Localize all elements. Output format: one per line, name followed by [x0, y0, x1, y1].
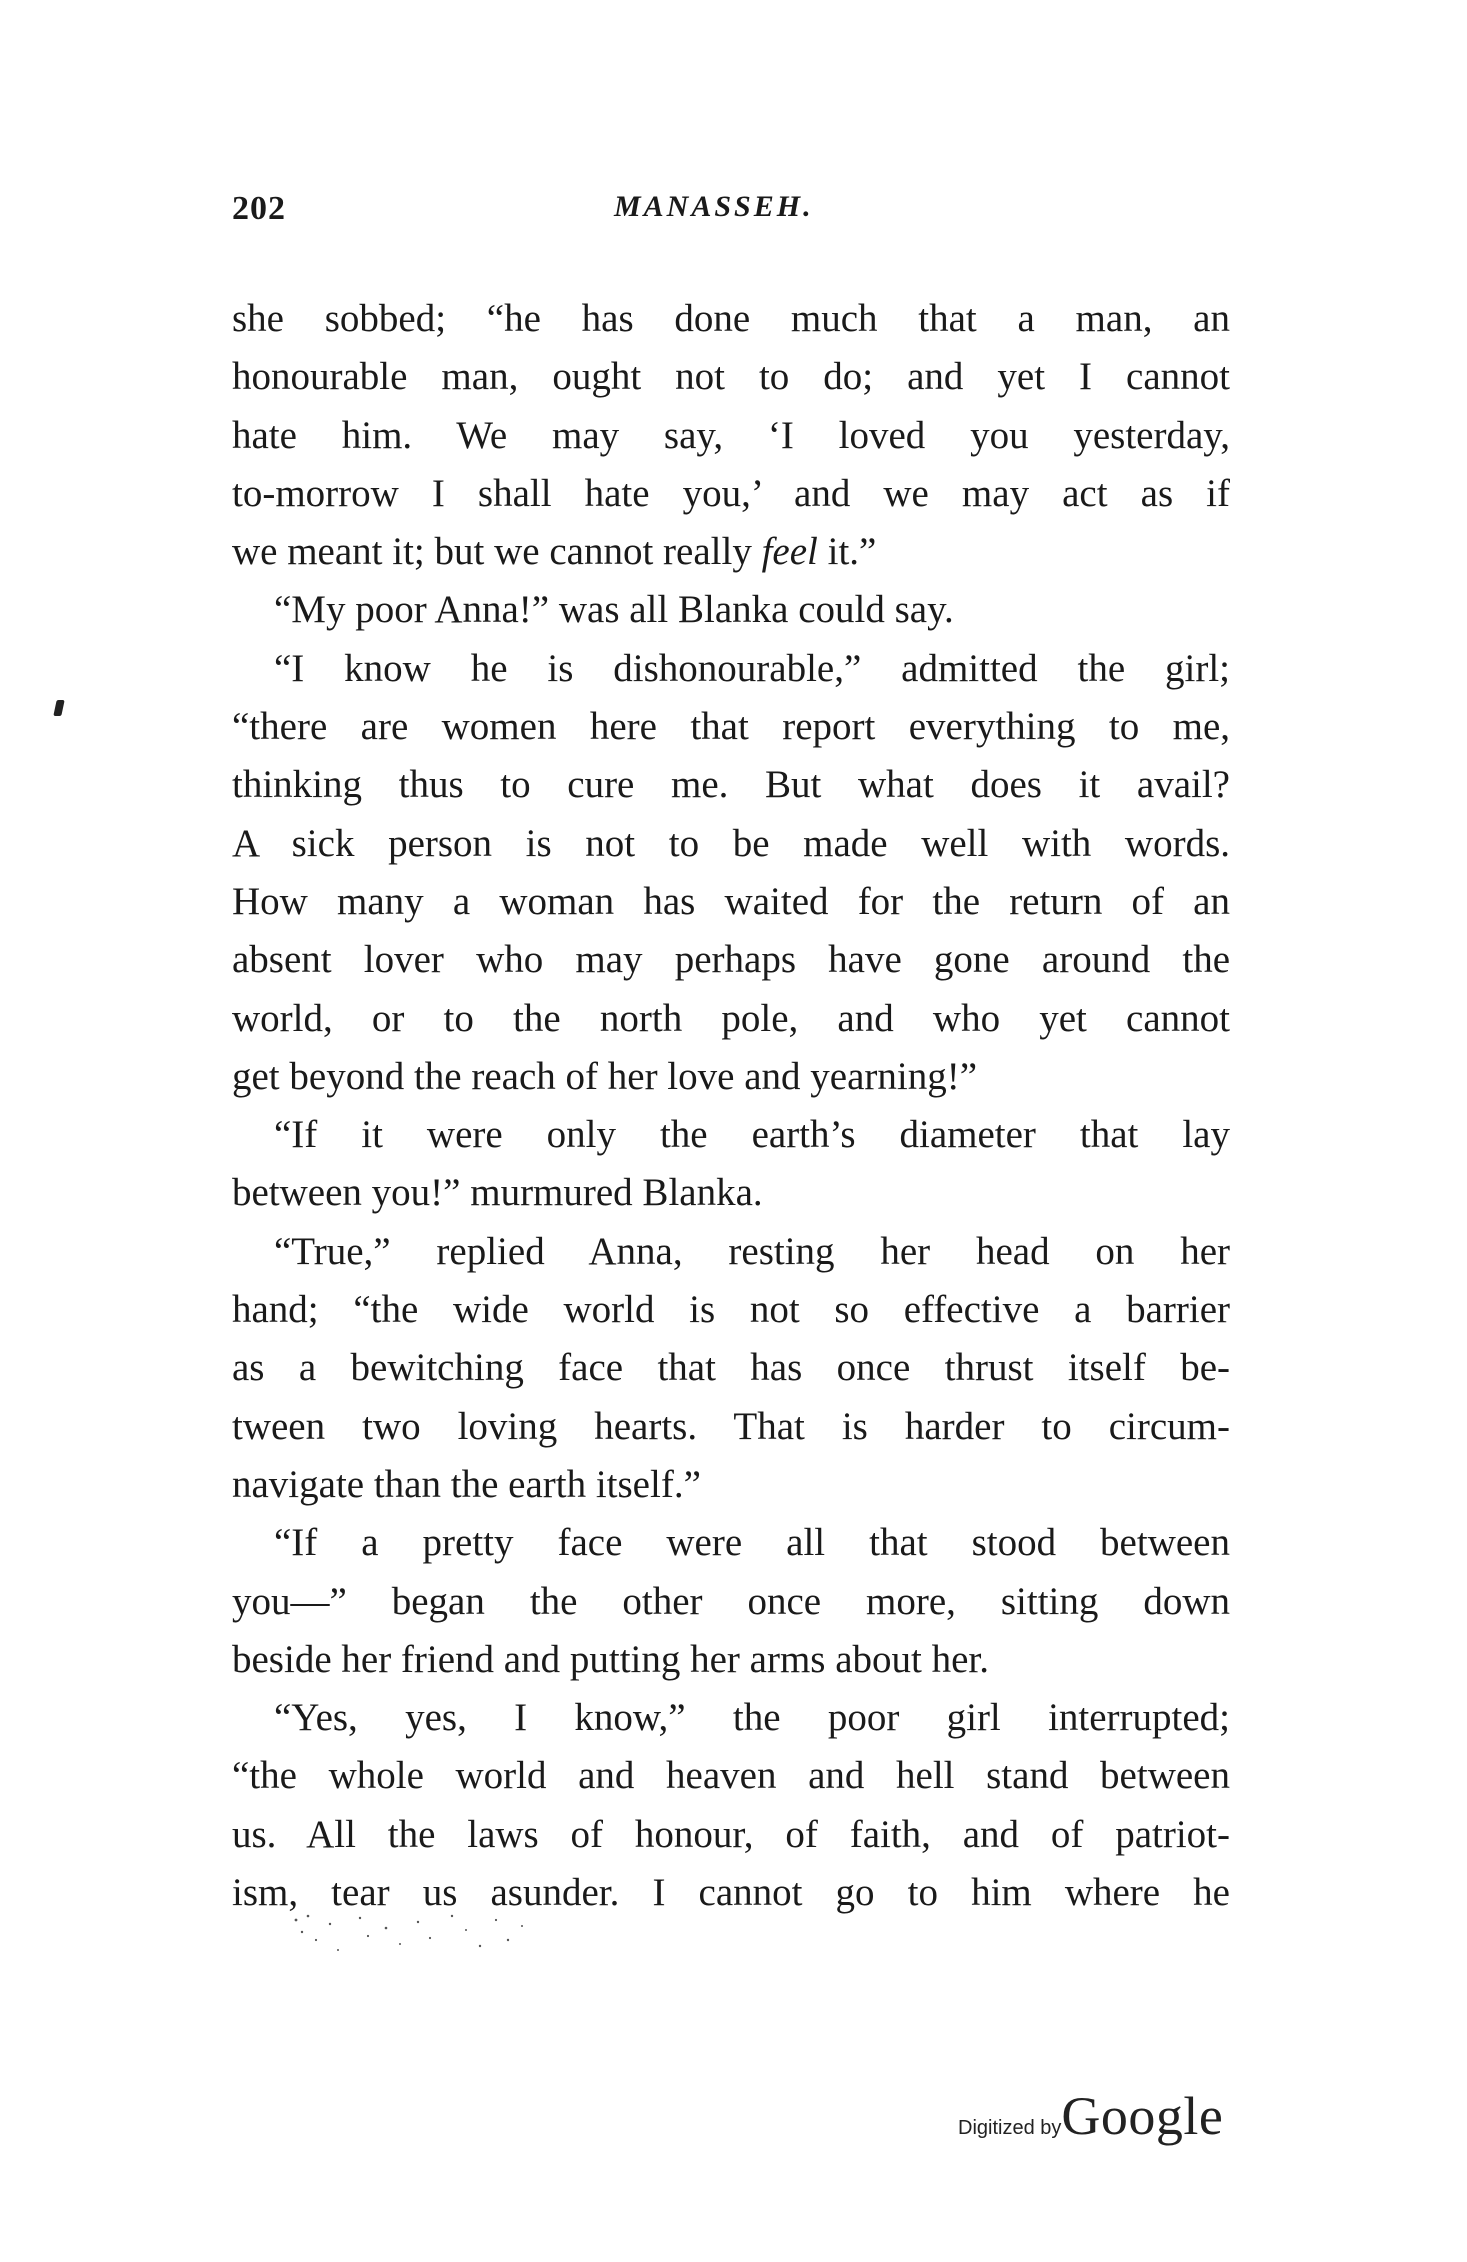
text-line: “If a pretty face were all that stood between — [274, 1521, 1230, 1565]
text-line: A sick person is not to be made well with words. — [232, 821, 1230, 865]
text-line: “the whole world and heaven and hell stand between — [232, 1754, 1230, 1798]
digitized-by-watermark — [958, 2085, 1223, 2147]
text-line: ism, tear us asunder. I cannot go to him where he — [232, 1871, 1230, 1915]
text-line: “I know he is dishonourable,” admitted the girl; — [274, 646, 1230, 690]
text-line: to-morrow I shall hate you,’ and we may act as if — [232, 471, 1230, 515]
page-header — [232, 190, 1232, 240]
text-line: “My poor Anna!” was all Blanka could say. — [274, 588, 954, 632]
text-line: “If it were only the earth’s diameter that lay — [274, 1113, 1230, 1157]
text-line — [232, 523, 1230, 581]
text-line: hand; “the wide world is not so effective a barrier — [232, 1288, 1230, 1332]
text-line: “Yes, yes, I know,” the poor girl interrupted; — [274, 1696, 1230, 1740]
text-line: she sobbed; “he has done much that a man, an — [232, 297, 1230, 340]
text-line: us. All the laws of honour, of faith, and of patriot- — [232, 1812, 1230, 1856]
text-line: beside her friend and putting her arms about her. — [232, 1637, 990, 1681]
emphasized-word: feel — [761, 530, 818, 574]
text-line: tween two loving hearts. That is harder to circum- — [232, 1404, 1230, 1448]
text-line: thinking thus to cure me. But what does it avail? — [232, 763, 1230, 807]
text-line: hate him. We may say, ‘I loved you yesterday, — [232, 413, 1230, 457]
text-line: world, or to the north pole, and who yet cannot — [232, 996, 1230, 1040]
text-run: it.” — [817, 530, 877, 574]
text-line: absent lover who may perhaps have gone around the — [232, 938, 1230, 982]
text-line: between you!” murmured Blanka. — [232, 1171, 763, 1215]
text-line: get beyond the reach of her love and yearning!” — [232, 1054, 977, 1098]
running-head: MANASSEH. — [614, 190, 814, 223]
page-number: 202 — [232, 190, 286, 227]
watermark-prefix: Digitized by — [958, 2117, 1062, 2139]
margin-ink-mark — [53, 700, 64, 716]
text-line: “True,” replied Anna, resting her head on her — [274, 1229, 1230, 1273]
text-line: navigate than the earth itself.” — [232, 1462, 701, 1506]
text-line: How many a woman has waited for the return of an — [232, 879, 1230, 923]
text-line: you—” began the other once more, sitting down — [232, 1579, 1230, 1623]
text-line: as a bewitching face that has once thrust itself be- — [232, 1346, 1230, 1390]
google-logo-text: Google — [1061, 2086, 1224, 2146]
body-text — [232, 290, 1230, 1922]
text-line: honourable man, ought not to do; and yet I cannot — [232, 355, 1230, 399]
text-line: “there are women here that report everything to me, — [232, 705, 1230, 749]
ink-bleed-specks — [290, 1910, 530, 1970]
text-run: we meant it; but we cannot really — [232, 530, 762, 574]
